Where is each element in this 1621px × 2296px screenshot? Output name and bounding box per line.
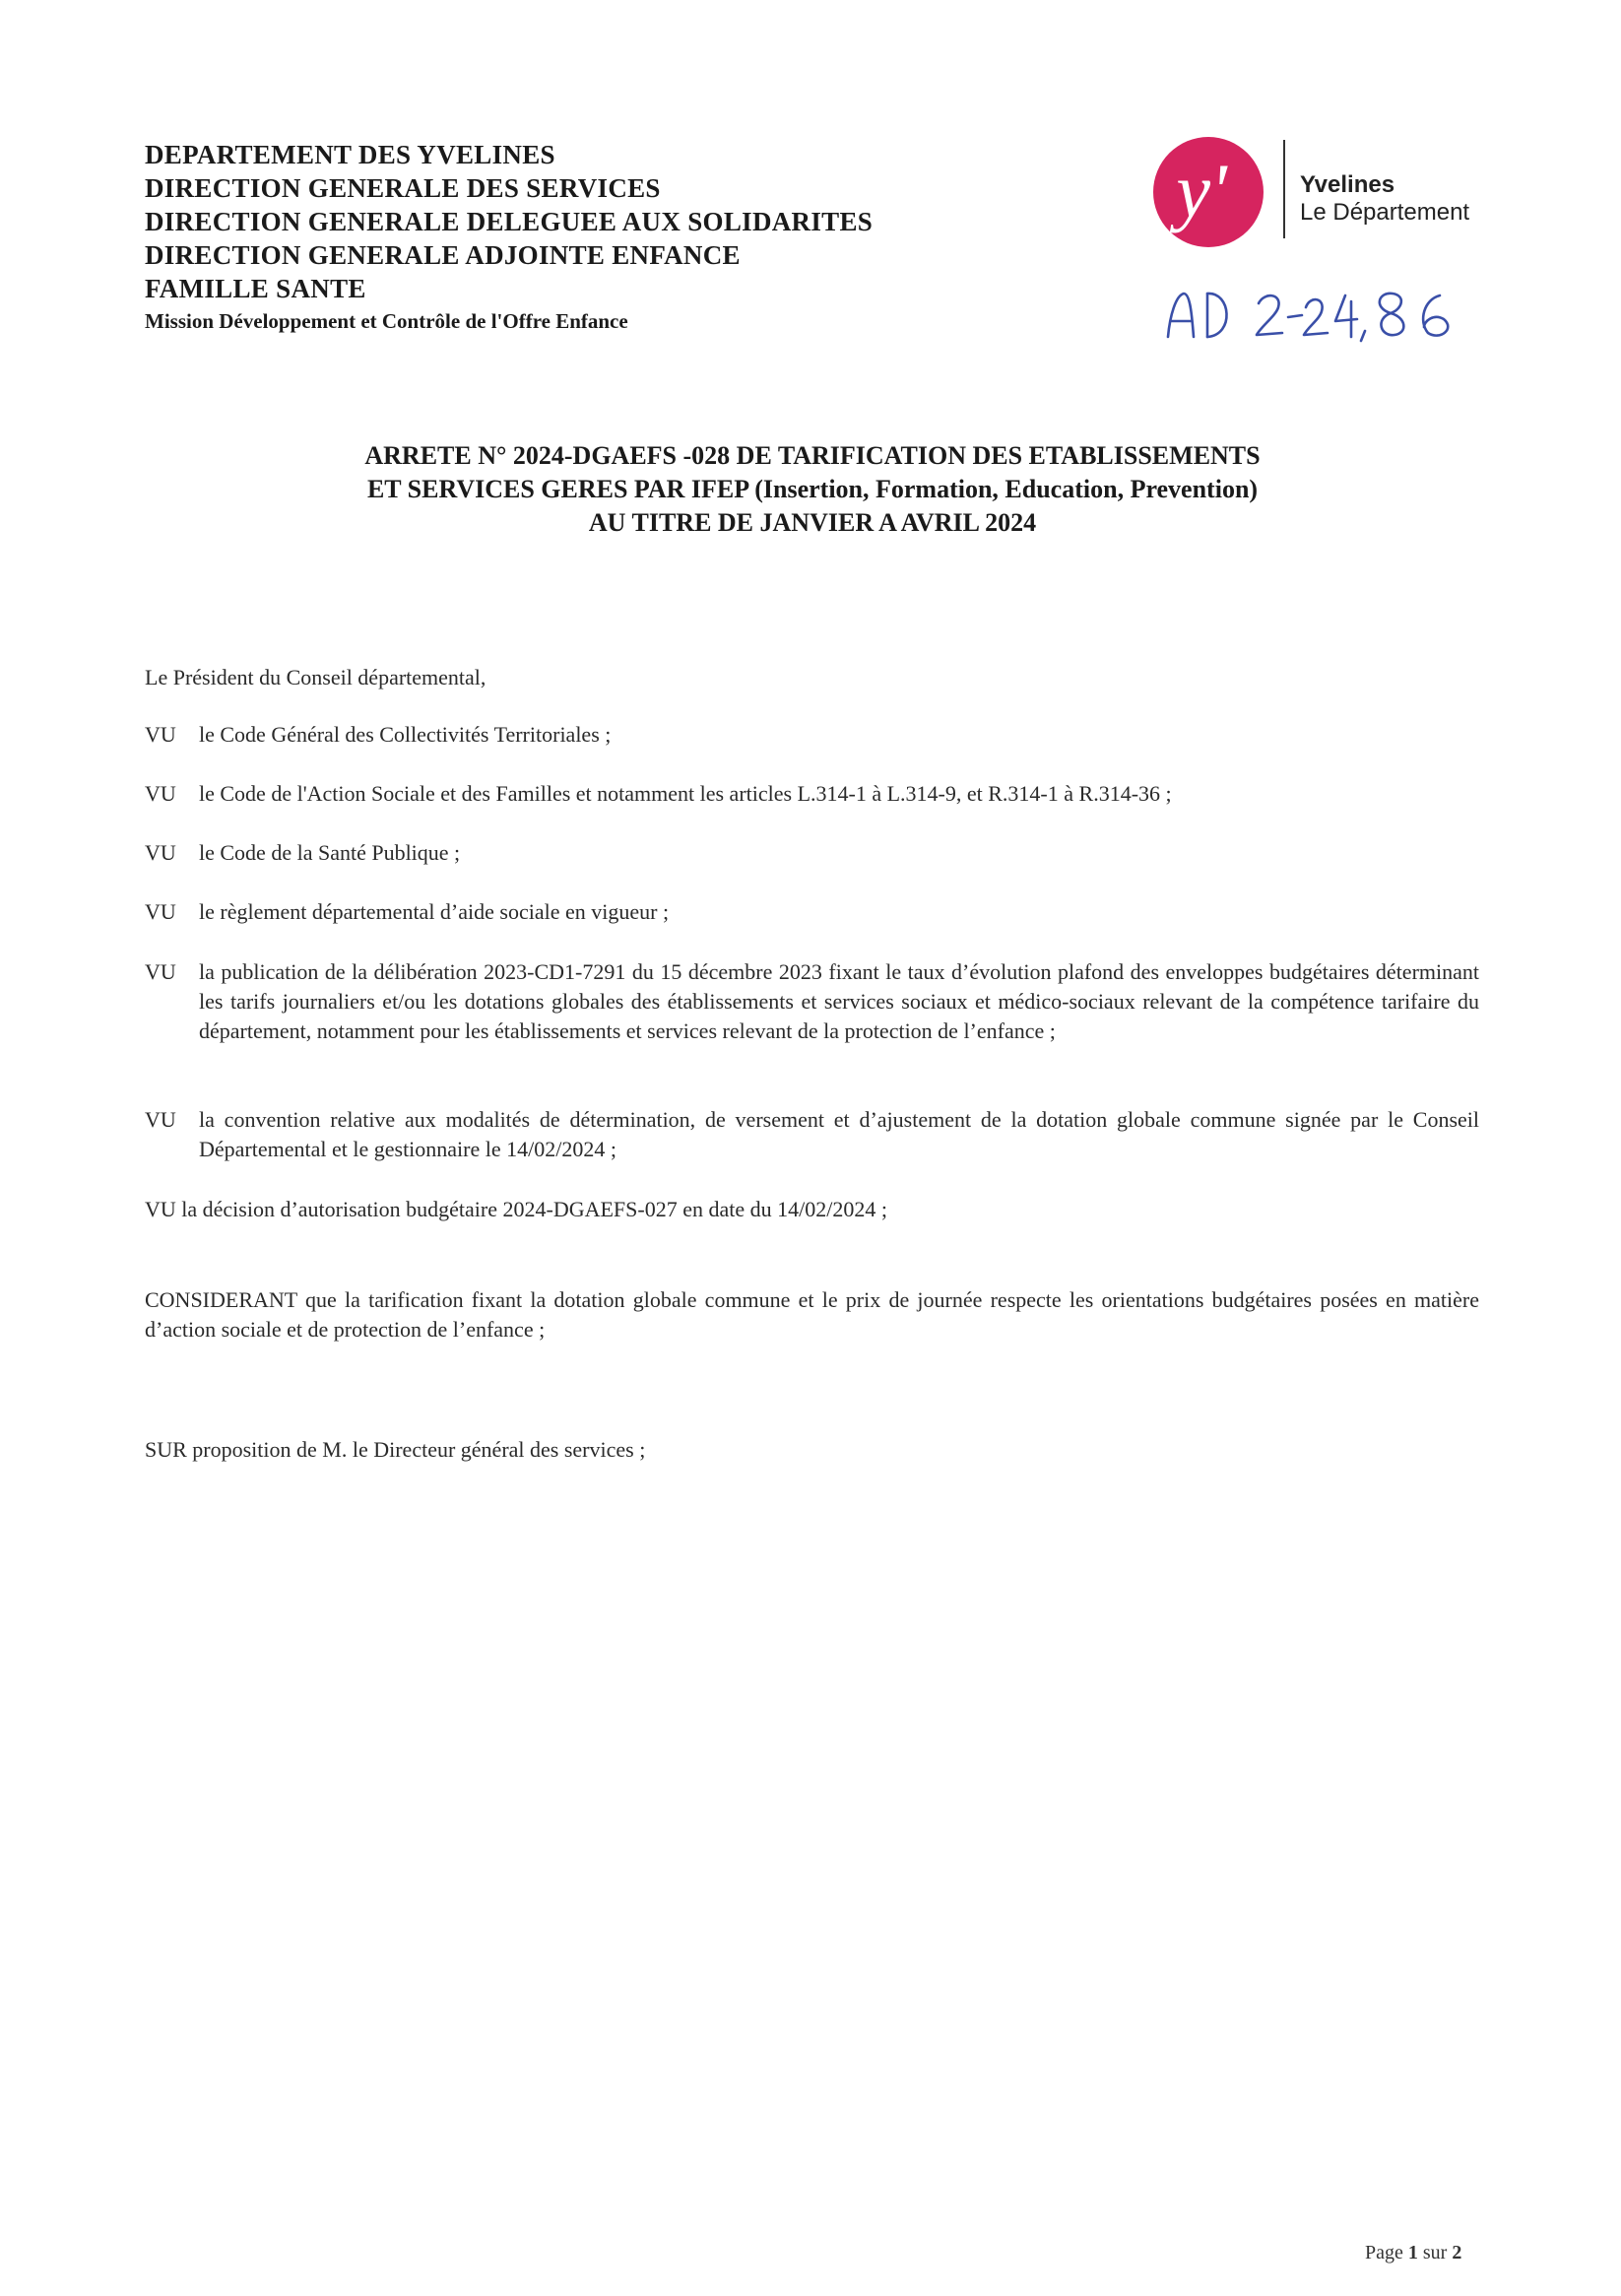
vu-text: la convention relative aux modalités de détermination, de versement et d’ajustement de la dotation globale commune signée par le Conseil Départemental et le gestionnaire le 14/02/2024 ; — [199, 1107, 1479, 1161]
header-line-3: DIRECTION GENERALE DELEGUEE AUX SOLIDARITES — [145, 207, 874, 236]
vu-label: VU — [145, 840, 176, 865]
logo-divider — [1283, 140, 1285, 238]
handwritten-reference — [1162, 282, 1487, 351]
page-total: 2 — [1452, 2242, 1462, 2263]
logo-mark-text: y' — [1176, 148, 1227, 233]
header-line-5: FAMILLE SANTE — [145, 274, 366, 303]
vu-decision: VU la décision d’autorisation budgétaire 2024-DGAEFS-027 en date du 14/02/2024 ; — [145, 1197, 887, 1221]
vu-label: VU — [145, 959, 176, 984]
vu-item — [145, 720, 1479, 750]
logo-text — [1300, 171, 1469, 227]
title-line-1: ARRETE N° 2024-DGAEFS -028 DE TARIFICATION DES ETABLISSEMENTS — [364, 441, 1261, 470]
page-sep: sur — [1422, 2242, 1448, 2263]
vu-item — [145, 897, 1479, 927]
yvelines-logo-mark — [1152, 136, 1270, 254]
vu-label: VU — [145, 899, 176, 924]
considerant-text: CONSIDERANT que la tarification fixant la dotation globale commune et le prix de journée respecte les orientations budgétaires posées en matière d’action sociale et de protection de l’enfance ; — [145, 1287, 1479, 1342]
header-block — [145, 138, 873, 337]
header-line-2: DIRECTION GENERALE DES SERVICES — [145, 173, 661, 203]
header-line-1: DEPARTEMENT DES YVELINES — [145, 140, 555, 169]
vu-text: la publication de la délibération 2023-CD1-7291 du 15 décembre 2023 fixant le taux d’évolution plafond des enveloppes budgétaires déterminant les tarifs journaliers et/ou les dotations globales des établissements et services sociaux et médico-sociaux relevant de la compétence tarifaire du département, notamment pour les établissements et services relevant de la protection de l’enfance ; — [199, 959, 1479, 1043]
vu-text: le Code de l'Action Sociale et des Familles et notamment les articles L.314-1 à L.314-9, et R.314-1 à R.314-36 ; — [199, 781, 1172, 806]
page-number: 1 — [1407, 2242, 1418, 2263]
vu-label: VU — [145, 1107, 176, 1132]
vu-text: le règlement départemental d’aide sociale en vigueur ; — [199, 899, 670, 924]
sur-proposition-text: SUR proposition de M. le Directeur général des services ; — [145, 1437, 646, 1462]
page-label: Page — [1365, 2242, 1403, 2263]
vu-label: VU — [145, 781, 176, 806]
vu-item — [145, 1105, 1479, 1164]
header-subline: Mission Développement et Contrôle de l'Offre Enfance — [145, 309, 628, 333]
logo-line-2: Le Département — [1300, 199, 1470, 226]
vu-item — [145, 957, 1479, 1046]
yvelines-logo — [1152, 136, 1507, 244]
vu-item — [145, 838, 1479, 868]
vu-label: VU — [145, 722, 176, 747]
header-line-4: DIRECTION GENERALE ADJOINTE ENFANCE — [145, 240, 741, 270]
intro-text: Le Président du Conseil départemental, — [145, 665, 486, 689]
vu-text: le Code de la Santé Publique ; — [199, 840, 461, 865]
title-line-3: AU TITRE DE JANVIER A AVRIL 2024 — [588, 508, 1037, 537]
logo-line-1: Yvelines — [1300, 171, 1395, 198]
vu-item — [145, 779, 1479, 809]
vu-text: le Code Général des Collectivités Territoriales ; — [199, 722, 612, 747]
page-footer — [1365, 2240, 1461, 2265]
title-line-2: ET SERVICES GERES PAR IFEP (Insertion, Formation, Education, Prevention) — [366, 475, 1259, 503]
decree-title — [197, 439, 1428, 540]
